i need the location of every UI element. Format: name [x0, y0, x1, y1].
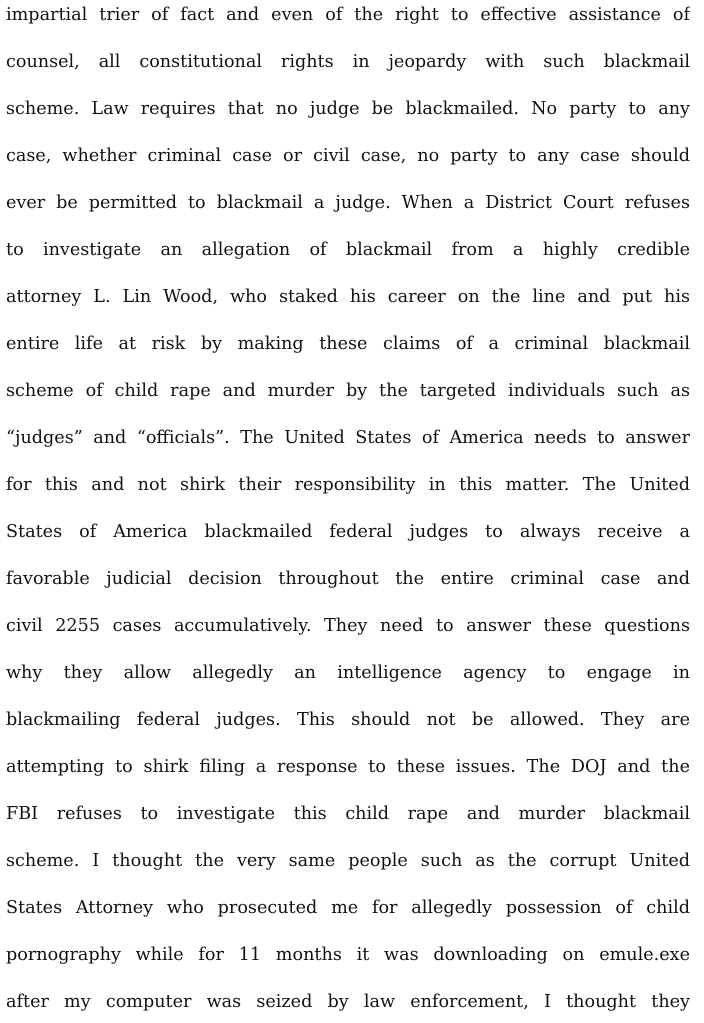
text-line: attempting to shirk filing a response to these issues. The DOJ and the: [6, 757, 690, 777]
text-line: States of America blackmailed federal judges to always receive a: [6, 522, 690, 542]
text-line: after my computer was seized by law enforcement, I thought they: [6, 992, 690, 1012]
text-line: entire life at risk by making these claims of a criminal blackmail: [6, 334, 690, 354]
text-line: FBI refuses to investigate this child rape and murder blackmail: [6, 804, 690, 824]
text-line: favorable judicial decision throughout the entire criminal case and: [6, 569, 690, 589]
text-line: ever be permitted to blackmail a judge. When a District Court refuses: [6, 193, 690, 213]
text-line: States Attorney who prosecuted me for allegedly possession of child: [6, 898, 690, 918]
text-line: scheme. I thought the very same people such as the corrupt United: [6, 851, 690, 871]
text-line: scheme. Law requires that no judge be blackmailed. No party to any: [6, 99, 690, 119]
text-line: “judges” and “officials”. The United States of America needs to answer: [6, 428, 690, 448]
text-line: scheme of child rape and murder by the targeted individuals such as: [6, 381, 690, 401]
text-line: pornography while for 11 months it was downloading on emule.exe: [6, 945, 690, 965]
text-line: impartial trier of fact and even of the right to effective assistance of: [6, 5, 690, 25]
text-line: civil 2255 cases accumulatively. They need to answer these questions: [6, 616, 690, 636]
text-line: case, whether criminal case or civil case, no party to any case should: [6, 146, 690, 166]
text-line: attorney L. Lin Wood, who staked his career on the line and put his: [6, 287, 690, 307]
text-line: for this and not shirk their responsibility in this matter. The United: [6, 475, 690, 495]
document-page: [6, 0, 690, 1023]
text-line: to investigate an allegation of blackmail from a highly credible: [6, 240, 690, 260]
text-line: blackmailing federal judges. This should not be allowed. They are: [6, 710, 690, 730]
text-line: why they allow allegedly an intelligence agency to engage in: [6, 663, 690, 683]
text-line: counsel, all constitutional rights in jeopardy with such blackmail: [6, 52, 690, 72]
